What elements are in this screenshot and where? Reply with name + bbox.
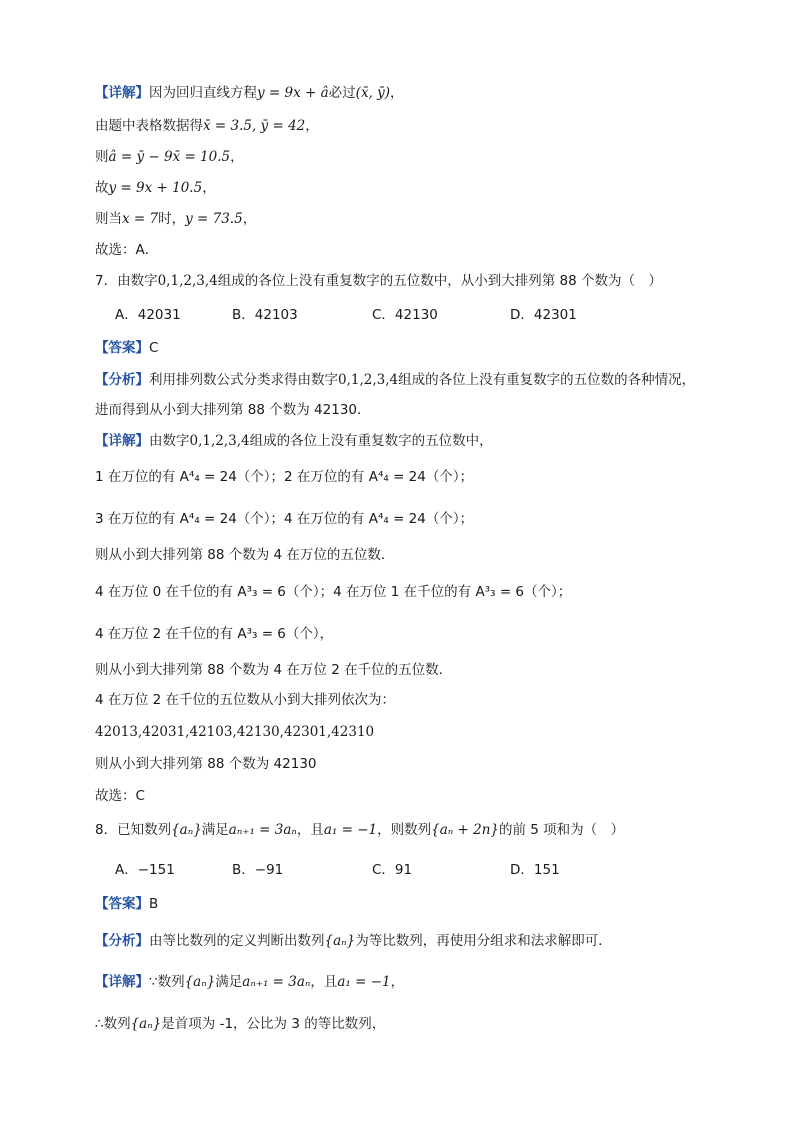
text: 必过 — [328, 85, 356, 101]
text: 组成的各位上没有重复数字的五位数中，从小到大排列第 88 个数为（ ） — [217, 273, 662, 289]
formula: a₁ = −1 — [323, 822, 378, 838]
detail-line-3 — [95, 147, 244, 167]
formula: {aₙ} — [130, 1016, 162, 1032]
detail-line-2 — [95, 116, 319, 136]
q7-detail-5: 4 在万位 0 在千位的有 A³₃ = 6（个）；4 在万位 1 在千位的有 A³₃ = 6（个）； — [95, 584, 572, 600]
text: 的前 5 项和为（ ） — [499, 822, 625, 838]
detail-tag: 【详解】 — [95, 433, 149, 449]
text: 由数字 — [149, 433, 190, 449]
text: 利用排列数公式分类求得由数字 — [149, 372, 338, 388]
formula: a₁ = −1 — [337, 974, 391, 990]
q7-answer — [95, 338, 158, 358]
text: 8．已知数列 — [95, 822, 172, 838]
formula: (x̄, ȳ) — [355, 85, 391, 101]
text: ， — [230, 149, 244, 165]
q8-detail-1 — [95, 972, 404, 992]
q7-detail-11: 故选：C — [95, 788, 145, 804]
q7-detail-7: 则从小到大排列第 88 个数为 4 在万位 2 在千位的五位数． — [95, 662, 453, 678]
answer-value: C — [149, 340, 159, 356]
formula: 0,1,2,3,4 — [189, 433, 250, 449]
text: ， — [390, 85, 404, 101]
formula: 0,1,2,3,4 — [338, 372, 399, 388]
text: 组成的各位上没有重复数字的五位数中， — [249, 433, 493, 449]
q7-option-c: C．42130 — [372, 307, 438, 323]
detail-tag: 【详解】 — [95, 974, 149, 990]
text: 组成的各位上没有重复数字的五位数的各种情况， — [398, 372, 696, 388]
q8-answer — [95, 894, 158, 914]
text: 是首项为 -1，公比为 3 的等比数列， — [161, 1016, 386, 1032]
q8-stem — [95, 820, 624, 840]
q8-detail-2 — [95, 1014, 385, 1034]
text: ，且 — [296, 822, 324, 838]
q8-analysis — [95, 931, 612, 951]
q7-detail-2: 1 在万位的有 A⁴₄ = 24（个）；2 在万位的有 A⁴₄ = 24（个）； — [95, 469, 474, 485]
answer-value: B — [149, 896, 159, 912]
formula: y = 9x + 10.5 — [108, 180, 203, 196]
text: 因为回归直线方程 — [149, 85, 257, 101]
text: ， — [242, 211, 257, 227]
q7-detail-10: 则从小到大排列第 88 个数为 42130 — [95, 756, 317, 772]
q7-detail-9: 42013,42031,42103,42130,42301,42310 — [95, 724, 375, 740]
formula: aₙ₊₁ = 3aₙ — [242, 974, 311, 990]
analysis-tag: 【分析】 — [95, 372, 149, 388]
q7-stem — [95, 271, 662, 291]
q7-option-d: D．42301 — [510, 307, 577, 323]
answer-tag: 【答案】 — [95, 896, 149, 912]
text: ，且 — [310, 974, 338, 990]
text: 故 — [95, 180, 109, 196]
text: 满足 — [215, 974, 243, 990]
text: ， — [390, 974, 405, 990]
formula: â = ȳ − 9x̄ = 10.5 — [108, 149, 231, 165]
q7-option-a: A．42031 — [115, 307, 181, 323]
formula: {aₙ} — [184, 974, 216, 990]
text: ， — [202, 180, 216, 196]
q8-option-c: C．91 — [372, 862, 413, 878]
q7-detail-4: 则从小到大排列第 88 个数为 4 在万位的五位数． — [95, 547, 395, 563]
q8-option-d: D．151 — [510, 862, 560, 878]
detail-line-1 — [95, 83, 404, 103]
formula: x = 7 — [122, 211, 159, 227]
formula: {aₙ + 2n} — [431, 822, 500, 838]
formula: x̄ = 3.5, ȳ = 42 — [203, 118, 306, 134]
detail-line-4 — [95, 178, 216, 198]
q8-option-b: B．−91 — [232, 862, 284, 878]
text: 由题中表格数据得 — [95, 118, 203, 134]
formula: y = 9x + â — [257, 85, 329, 101]
detail-line-5 — [95, 209, 256, 229]
q7-analysis-2: 进而得到从小到大排列第 88 个数为 42130． — [95, 402, 371, 418]
text: 则 — [95, 149, 109, 165]
formula: {aₙ} — [324, 933, 356, 949]
answer-tag: 【答案】 — [95, 340, 149, 356]
text: ，则数列 — [377, 822, 432, 838]
detail-line-6 — [95, 240, 158, 260]
q7-detail-8: 4 在万位 2 在千位的五位数从小到大排列依次为： — [95, 692, 396, 708]
q7-detail-3: 3 在万位的有 A⁴₄ = 24（个）；4 在万位的有 A⁴₄ = 24（个）； — [95, 511, 474, 527]
text: 故选：A． — [95, 242, 159, 258]
text: ∴数列 — [95, 1016, 131, 1032]
text: 7．由数字 — [95, 273, 158, 289]
q7-detail-6: 4 在万位 2 在千位的有 A³₃ = 6（个）， — [95, 626, 334, 642]
q7-option-b: B．42103 — [232, 307, 298, 323]
text: 满足 — [201, 822, 229, 838]
text: 由等比数列的定义判断出数列 — [149, 933, 325, 949]
formula: 0,1,2,3,4 — [157, 273, 218, 289]
text: 则当 — [95, 211, 122, 227]
formula: aₙ₊₁ = 3aₙ — [228, 822, 297, 838]
text: 时， — [158, 211, 186, 227]
analysis-tag: 【分析】 — [95, 933, 149, 949]
formula: y = 73.5 — [185, 211, 243, 227]
detail-tag: 【详解】 — [95, 85, 149, 101]
text: 为等比数列，再使用分组求和法求解即可． — [355, 933, 612, 949]
text: ∵数列 — [149, 974, 185, 990]
text: ， — [305, 118, 319, 134]
q7-analysis-1 — [95, 370, 695, 390]
q7-detail-1 — [95, 431, 493, 451]
q8-option-a: A．−151 — [115, 862, 175, 878]
formula: {aₙ} — [171, 822, 202, 838]
